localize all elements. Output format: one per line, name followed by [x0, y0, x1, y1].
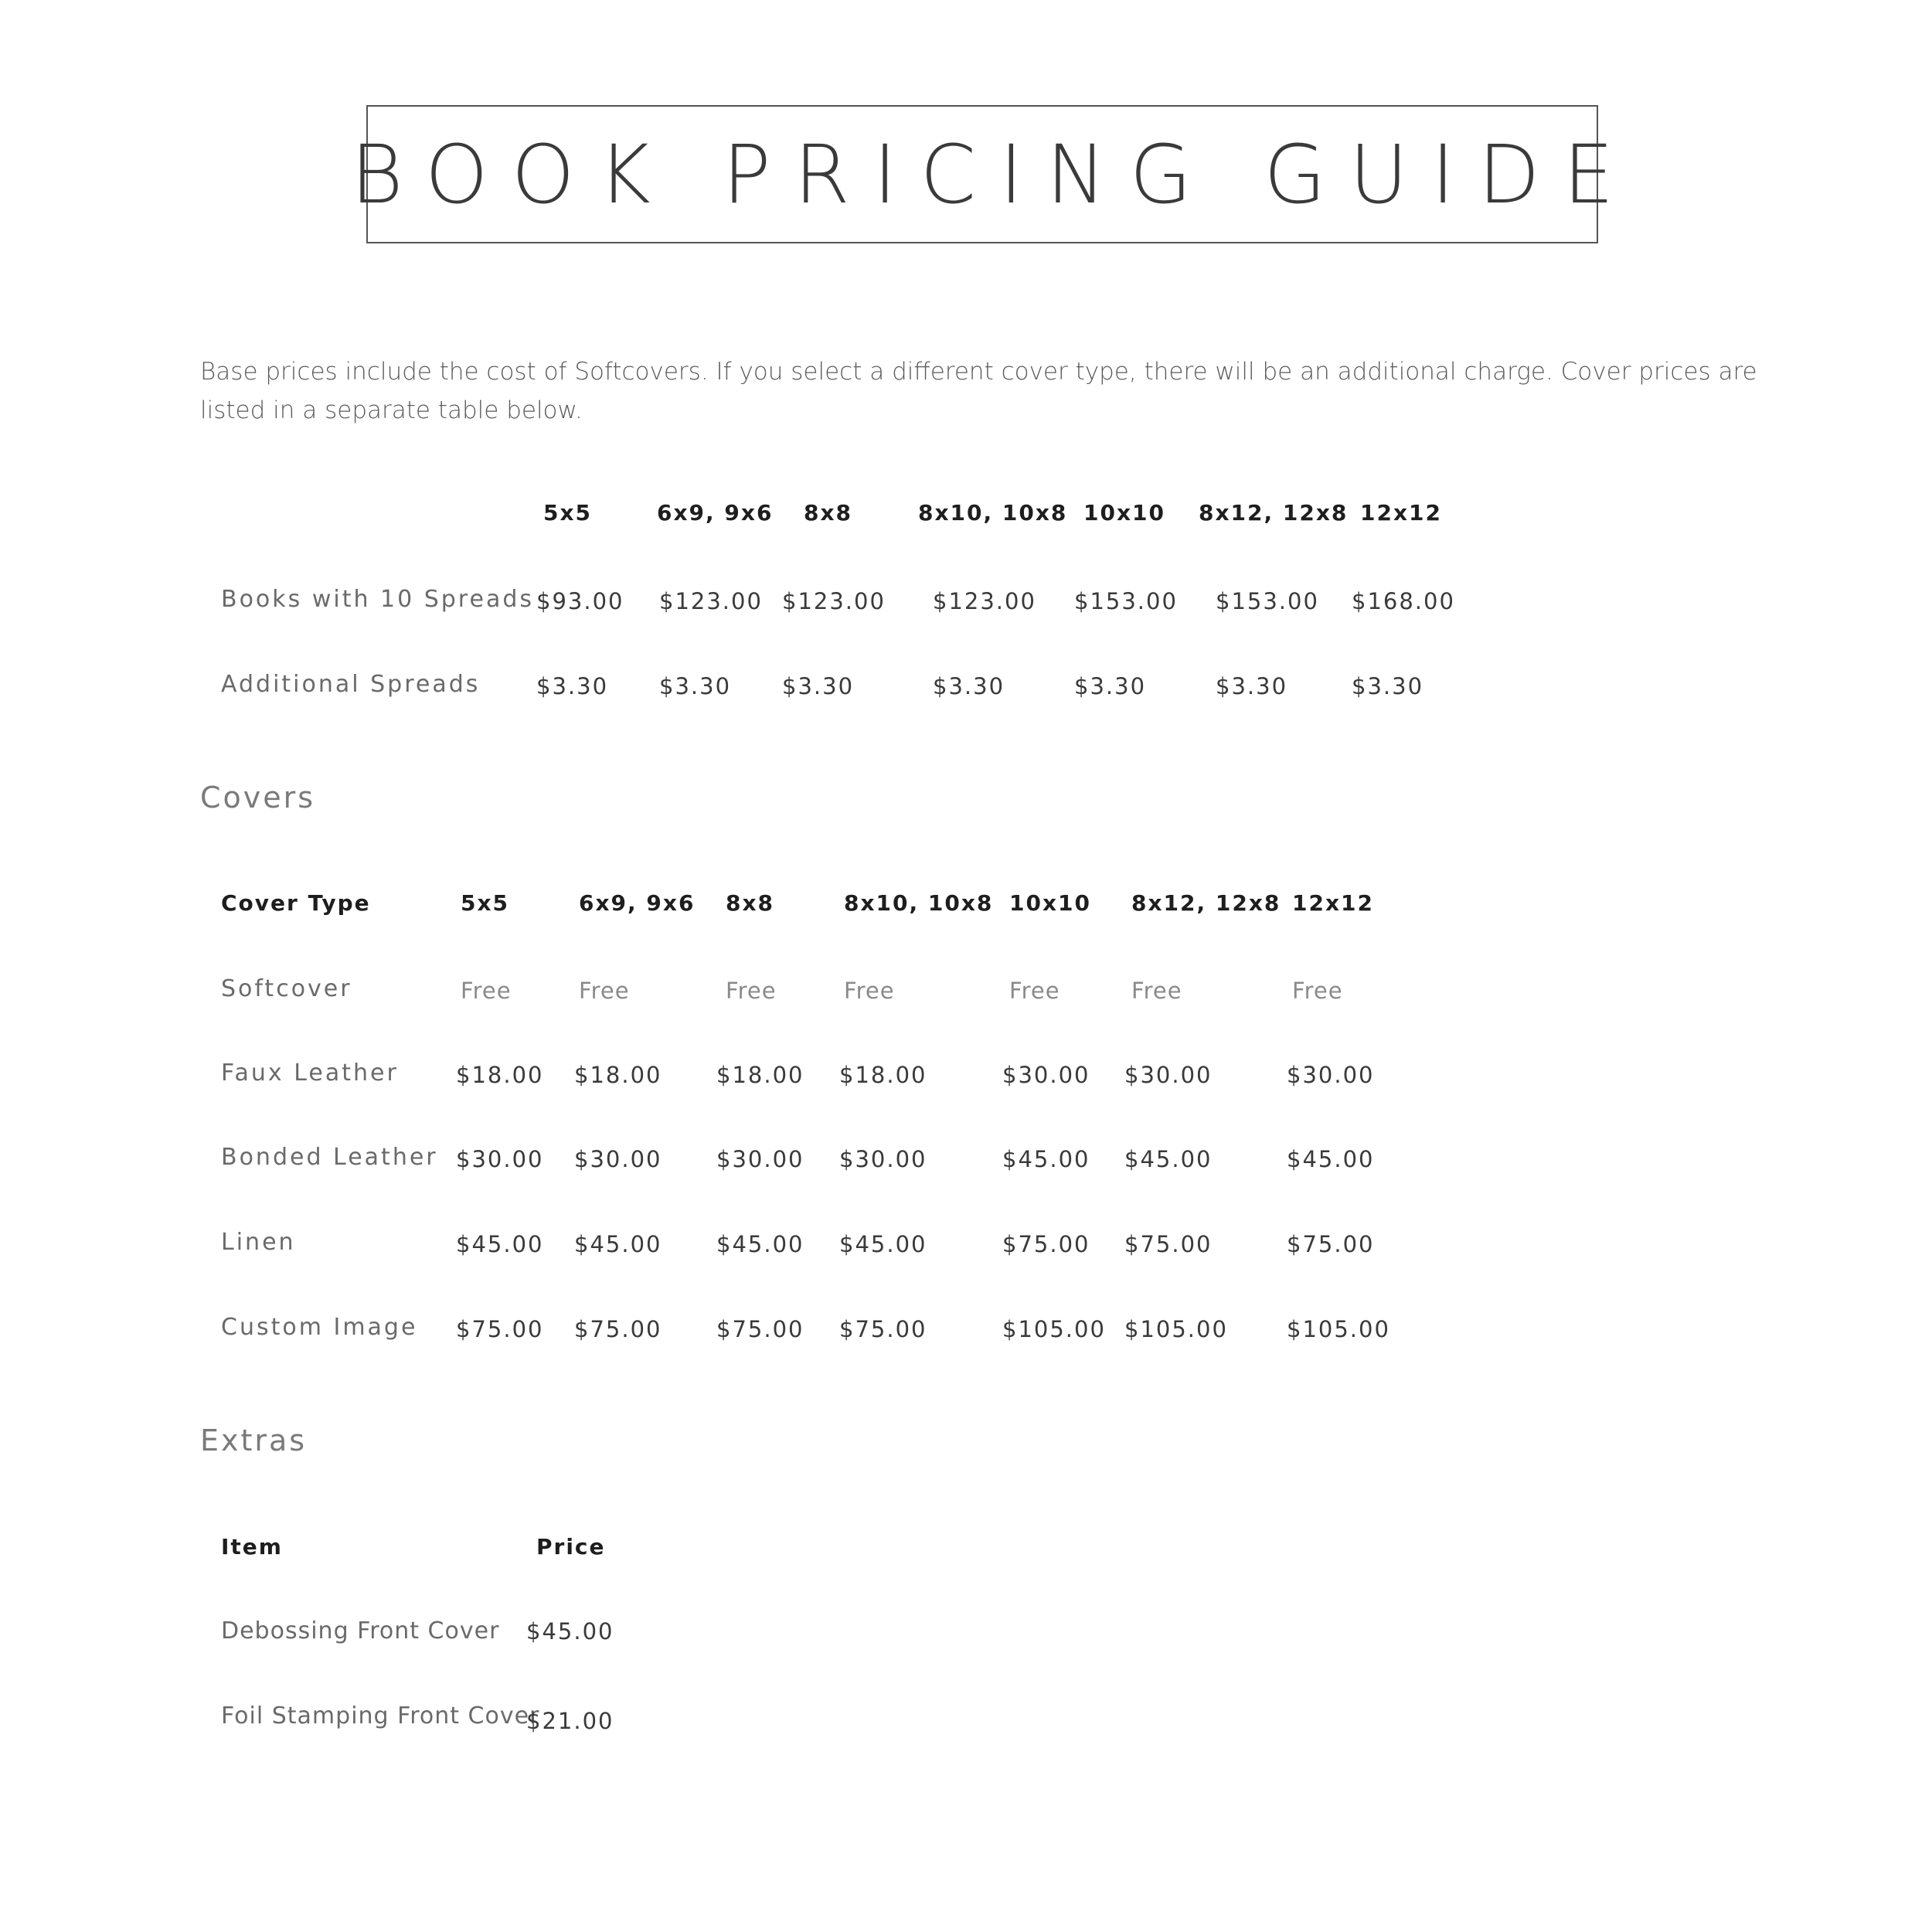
price-cell: $3.30: [933, 673, 1005, 699]
cover-price-cell: $105.00: [1124, 1316, 1228, 1342]
price-cell: $3.30: [659, 673, 732, 699]
extras-heading: Extras: [200, 1423, 308, 1458]
cover-price-cell: $45.00: [1124, 1146, 1213, 1172]
extra-item-label: Debossing Front Cover: [221, 1617, 500, 1645]
price-header: Price: [536, 1534, 606, 1560]
cover-price-cell: Free: [844, 978, 895, 1004]
cover-size-header: 8x8: [726, 890, 775, 916]
price-cell: $153.00: [1216, 588, 1319, 614]
price-cell: $93.00: [536, 588, 624, 614]
row-label: Books with 10 Spreads: [221, 586, 534, 613]
cover-price-cell: $75.00: [574, 1316, 662, 1342]
cover-price-cell: $75.00: [1124, 1231, 1213, 1257]
cover-price-cell: $75.00: [1287, 1231, 1375, 1257]
cover-type-label: Bonded Leather: [221, 1144, 438, 1171]
price-cell: $3.30: [782, 673, 855, 699]
extra-item-label: Foil Stamping Front Cover: [221, 1702, 540, 1730]
cover-price-cell: $18.00: [574, 1062, 662, 1088]
price-cell: $123.00: [659, 588, 763, 614]
cover-price-cell: $30.00: [1002, 1062, 1090, 1088]
size-column-header: 10x10: [1083, 500, 1165, 526]
cover-type-label: Linen: [221, 1229, 296, 1256]
size-column-header: 8x10, 10x8: [918, 500, 1068, 526]
size-column-header: 8x8: [804, 500, 853, 526]
cover-price-cell: $45.00: [1002, 1146, 1090, 1172]
cover-size-header: 8x12, 12x8: [1131, 890, 1281, 916]
covers-heading: Covers: [200, 781, 316, 815]
extra-price-cell: $45.00: [526, 1618, 614, 1645]
cover-price-cell: $45.00: [716, 1231, 804, 1257]
cover-price-cell: $30.00: [1124, 1062, 1213, 1088]
cover-price-cell: $75.00: [716, 1316, 804, 1342]
cover-price-cell: $105.00: [1002, 1316, 1106, 1342]
price-cell: $3.30: [1216, 673, 1288, 699]
cover-price-cell: Free: [579, 978, 630, 1004]
price-cell: $123.00: [933, 588, 1036, 614]
cover-price-cell: $45.00: [1287, 1146, 1375, 1172]
cover-type-label: Softcover: [221, 975, 352, 1002]
cover-price-cell: $45.00: [839, 1231, 927, 1257]
size-column-header: 12x12: [1360, 500, 1442, 526]
cover-price-cell: $30.00: [574, 1146, 662, 1172]
cover-price-cell: Free: [1131, 978, 1182, 1004]
cover-price-cell: $18.00: [839, 1062, 927, 1088]
price-cell: $153.00: [1074, 588, 1178, 614]
cover-price-cell: Free: [1292, 978, 1343, 1004]
cover-price-cell: $30.00: [456, 1146, 544, 1172]
price-cell: $3.30: [536, 673, 609, 699]
cover-price-cell: $75.00: [456, 1316, 544, 1342]
cover-size-header: 8x10, 10x8: [844, 890, 994, 916]
cover-type-label: Custom Image: [221, 1314, 418, 1341]
cover-price-cell: $75.00: [1002, 1231, 1090, 1257]
price-cell: $168.00: [1352, 588, 1455, 614]
item-header: Item: [221, 1534, 283, 1560]
cover-size-header: 6x9, 9x6: [579, 890, 696, 916]
cover-price-cell: $18.00: [716, 1062, 804, 1088]
cover-size-header: 5x5: [461, 890, 510, 916]
cover-price-cell: $45.00: [456, 1231, 544, 1257]
cover-price-cell: $105.00: [1287, 1316, 1390, 1342]
cover-price-cell: $30.00: [1287, 1062, 1375, 1088]
cover-price-cell: $45.00: [574, 1231, 662, 1257]
size-column-header: 6x9, 9x6: [657, 500, 774, 526]
cover-price-cell: $30.00: [839, 1146, 927, 1172]
cover-price-cell: Free: [1009, 978, 1060, 1004]
cover-price-cell: $30.00: [716, 1146, 804, 1172]
cover-size-header: 12x12: [1292, 890, 1374, 916]
cover-type-header: Cover Type: [221, 890, 371, 916]
intro-paragraph: Base prices include the cost of Softcovers. If you select a different cover type, there will be an additional charge. Cover prices are listed in a separate table below.: [200, 358, 1757, 424]
title-frame: [350, 105, 1638, 243]
price-cell: $123.00: [782, 588, 886, 614]
cover-size-header: 10x10: [1009, 890, 1091, 916]
size-column-header: 5x5: [543, 500, 593, 526]
row-label: Additional Spreads: [221, 671, 481, 698]
extra-price-cell: $21.00: [526, 1708, 614, 1734]
price-cell: $3.30: [1074, 673, 1147, 699]
cover-price-cell: $18.00: [456, 1062, 544, 1088]
cover-type-label: Faux Leather: [221, 1060, 399, 1087]
price-cell: $3.30: [1352, 673, 1424, 699]
cover-price-cell: Free: [726, 978, 777, 1004]
cover-price-cell: $75.00: [839, 1316, 927, 1342]
size-column-header: 8x12, 12x8: [1199, 500, 1349, 526]
page-title: BOOK PRICING GUIDE: [350, 127, 1638, 222]
cover-price-cell: Free: [461, 978, 512, 1004]
